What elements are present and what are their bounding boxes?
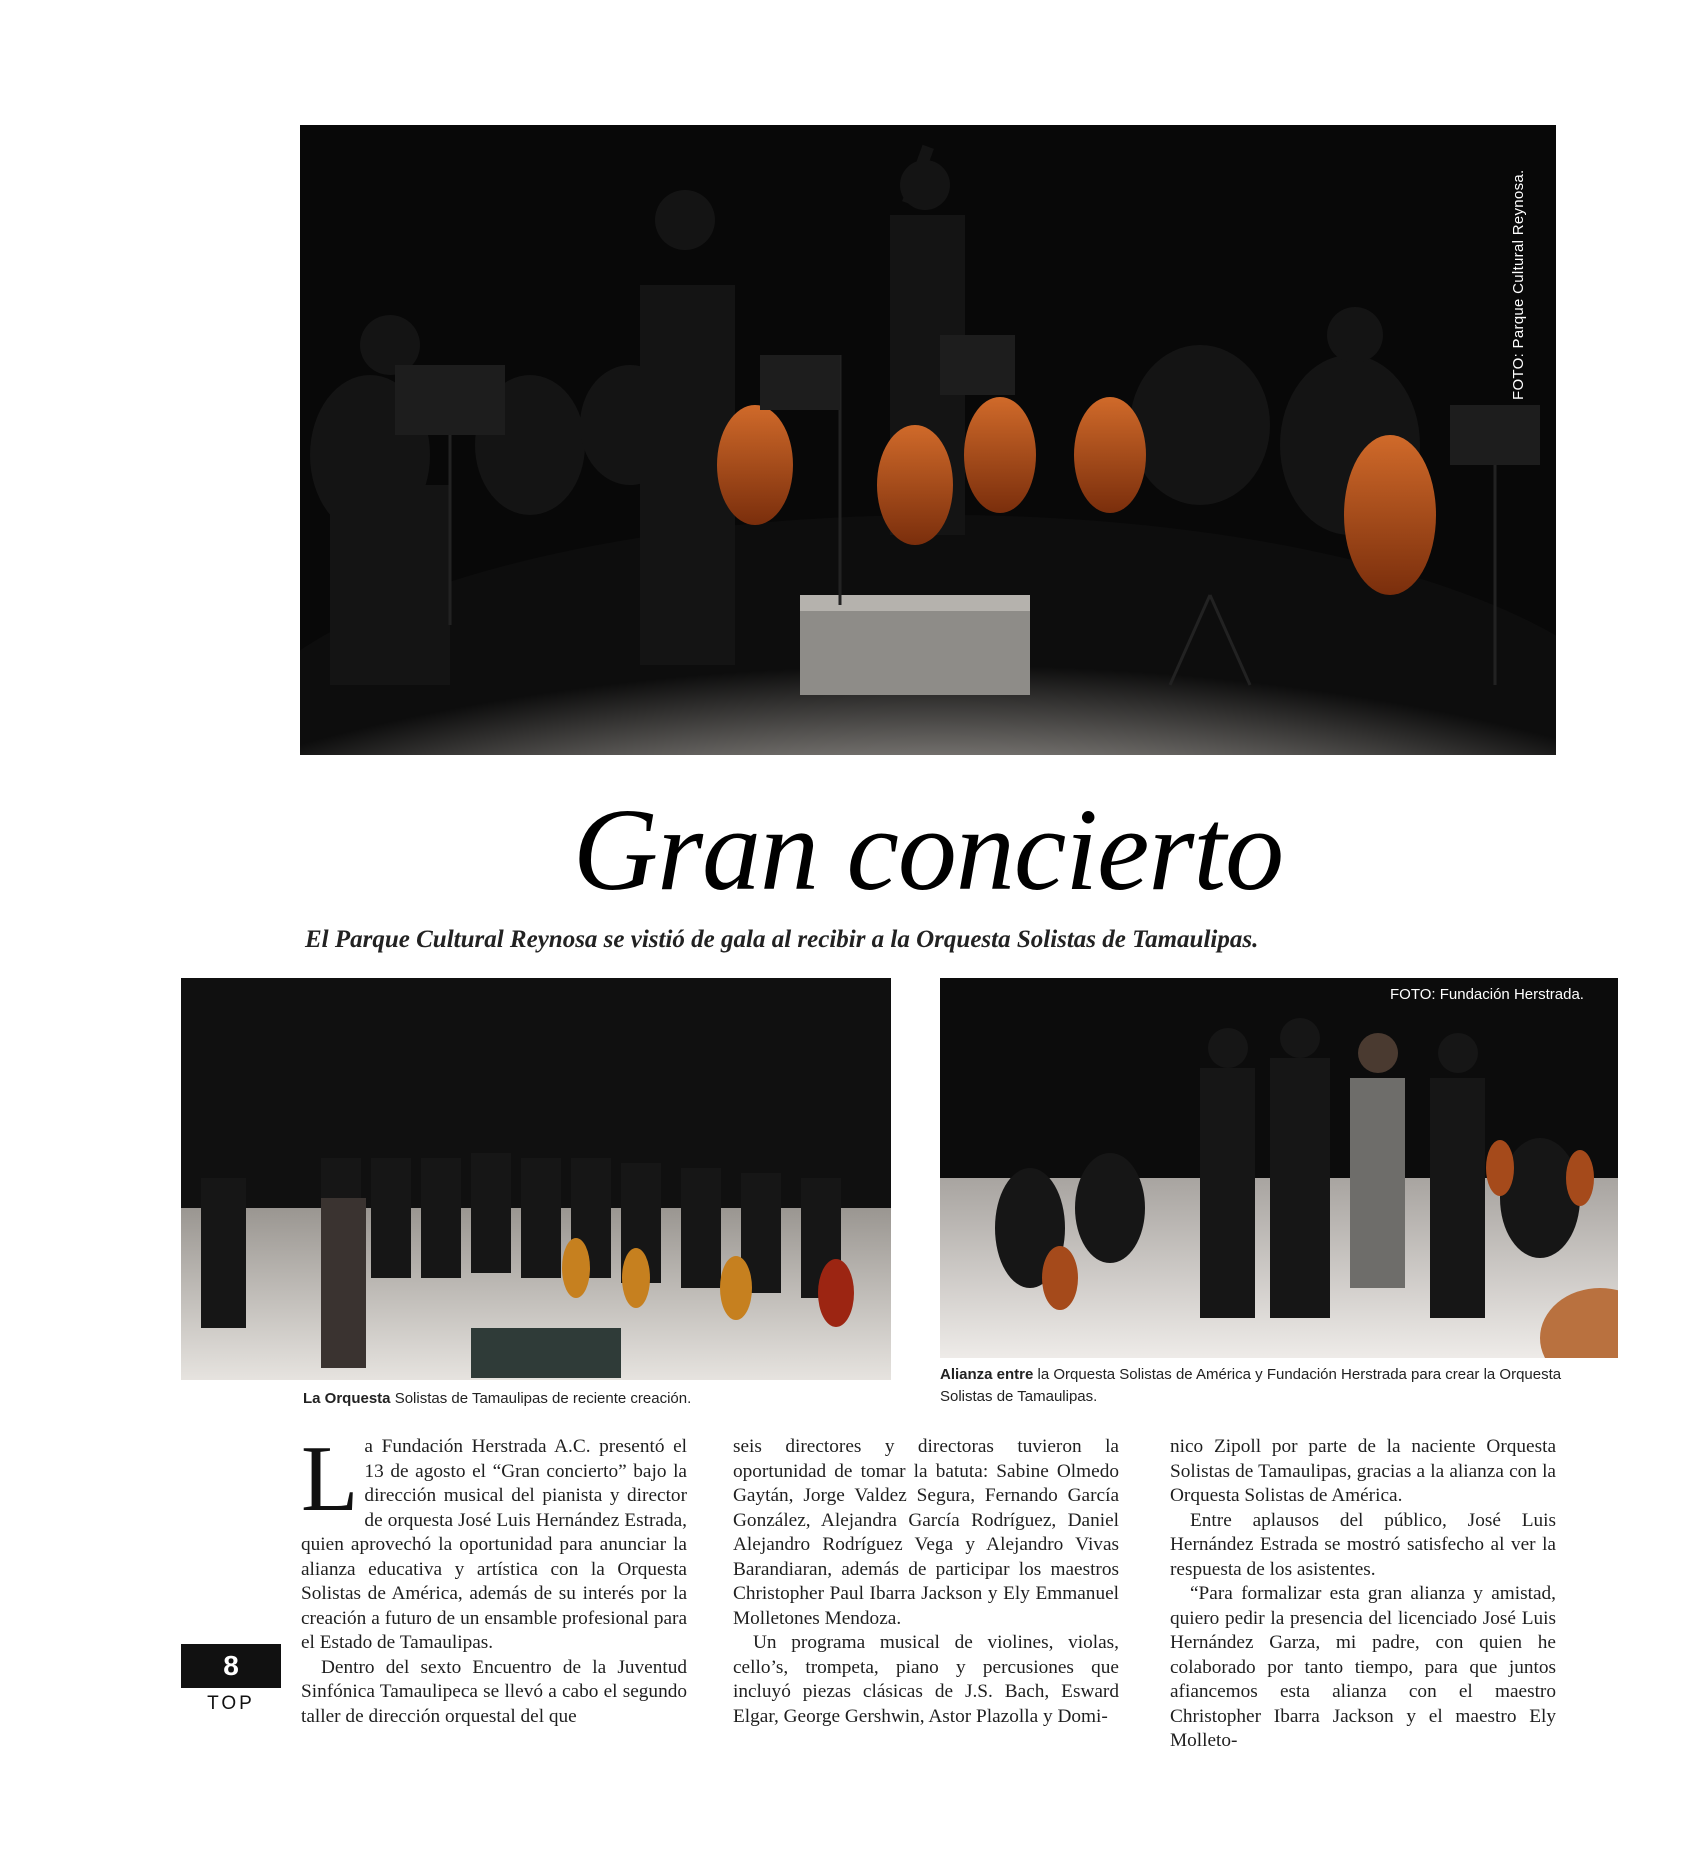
caption-text: la Orquesta Solistas de América y Fundación Herstrada para crear la Orquesta Solistas de Tamaulipas.: [940, 1366, 1562, 1405]
orchestra-group-photo: [181, 978, 891, 1380]
article-paragraph: La Fundación Herstrada A.C. presentó el 13 de agosto el “Gran concierto” bajo la dirección musical del pianista y director de orquesta José Luis Hernández Estrada, quien aprovechó la oportunidad para anunciar la alianza educativa y artística con la Orquesta Solistas de América, además de su interés por la creación a futuro de un ensamble profesional para el Estado de Tamaulipas.: [301, 1427, 687, 1653]
hero-photo-credit: FOTO: Parque Cultural Reynosa.: [1510, 169, 1527, 400]
article-paragraph: “Para formalizar esta gran alianza y amistad, quiero pedir la presencia del licenciado José Luis Hernández Garza, mi padre, con quien he colaborado por tanto tiempo, para que juntos afiancemos esta alianza con el maestro Christopher Ibarra Jackson y el maestro Ely Molleto-: [1170, 1583, 1556, 1751]
headline: Gran concierto: [572, 784, 1284, 915]
article-column-1: [301, 1427, 687, 1729]
caption-lead: Alianza entre: [940, 1366, 1034, 1383]
article-column-2: [733, 1435, 1119, 1729]
article-paragraph: nico Zipoll por parte de la naciente Orquesta Solistas de Tamaulipas, gracias a la alianza con la Orquesta Solistas de América.: [1170, 1436, 1556, 1506]
article-paragraph: seis directores y directoras tuvieron la oportunidad de tomar la batuta: Sabine Olmedo Gaytán, Jorge Valdez Segura, Fernando García González, Alejandra García Rodríguez, Daniel Alejandro Rodríguez Vega y Alejandro Vivas Barandiaran, además de participar los maestros Christopher Paul Ibarra Jackson y Ely Emmanuel Molletones Mendoza.: [733, 1436, 1119, 1629]
hero-photo: [300, 125, 1556, 755]
section-label: TOP: [207, 1693, 255, 1714]
orchestra-group-photo-illustration: [181, 978, 891, 1380]
hero-photo-illustration: [300, 125, 1556, 755]
page-number: 8: [181, 1644, 281, 1688]
alliance-photo-credit: FOTO: Fundación Herstrada.: [1390, 986, 1584, 1003]
article-column-3: [1170, 1435, 1556, 1754]
article-paragraph: Dentro del sexto Encuentro de la Juventud Sinfónica Tamaulipeca se llevó a cabo el segundo taller de dirección orquestal del que: [301, 1656, 687, 1727]
article-paragraph: Un programa musical de violines, violas, cello’s, trompeta, piano y percusiones que incluyó piezas clásicas de J.S. Bach, Esward Elgar, George Gershwin, Astor Plazolla y Domi-: [733, 1632, 1119, 1727]
caption-lead: La Orquesta: [303, 1390, 391, 1407]
orchestra-photo-caption: [303, 1388, 893, 1410]
article-paragraph: Entre aplausos del público, José Luis Hernández Estrada se mostró satisfecho al ver la respuesta de los asistentes.: [1170, 1509, 1556, 1580]
deck: El Parque Cultural Reynosa se vistió de gala al recibir a la Orquesta Solistas de Tamaulipas.: [305, 926, 1259, 953]
alliance-photo-illustration: [940, 978, 1618, 1358]
drop-cap: L: [301, 1427, 359, 1531]
alliance-photo: [940, 978, 1618, 1358]
alliance-photo-caption: [940, 1364, 1580, 1408]
caption-text: Solistas de Tamaulipas de reciente creación.: [390, 1390, 692, 1407]
